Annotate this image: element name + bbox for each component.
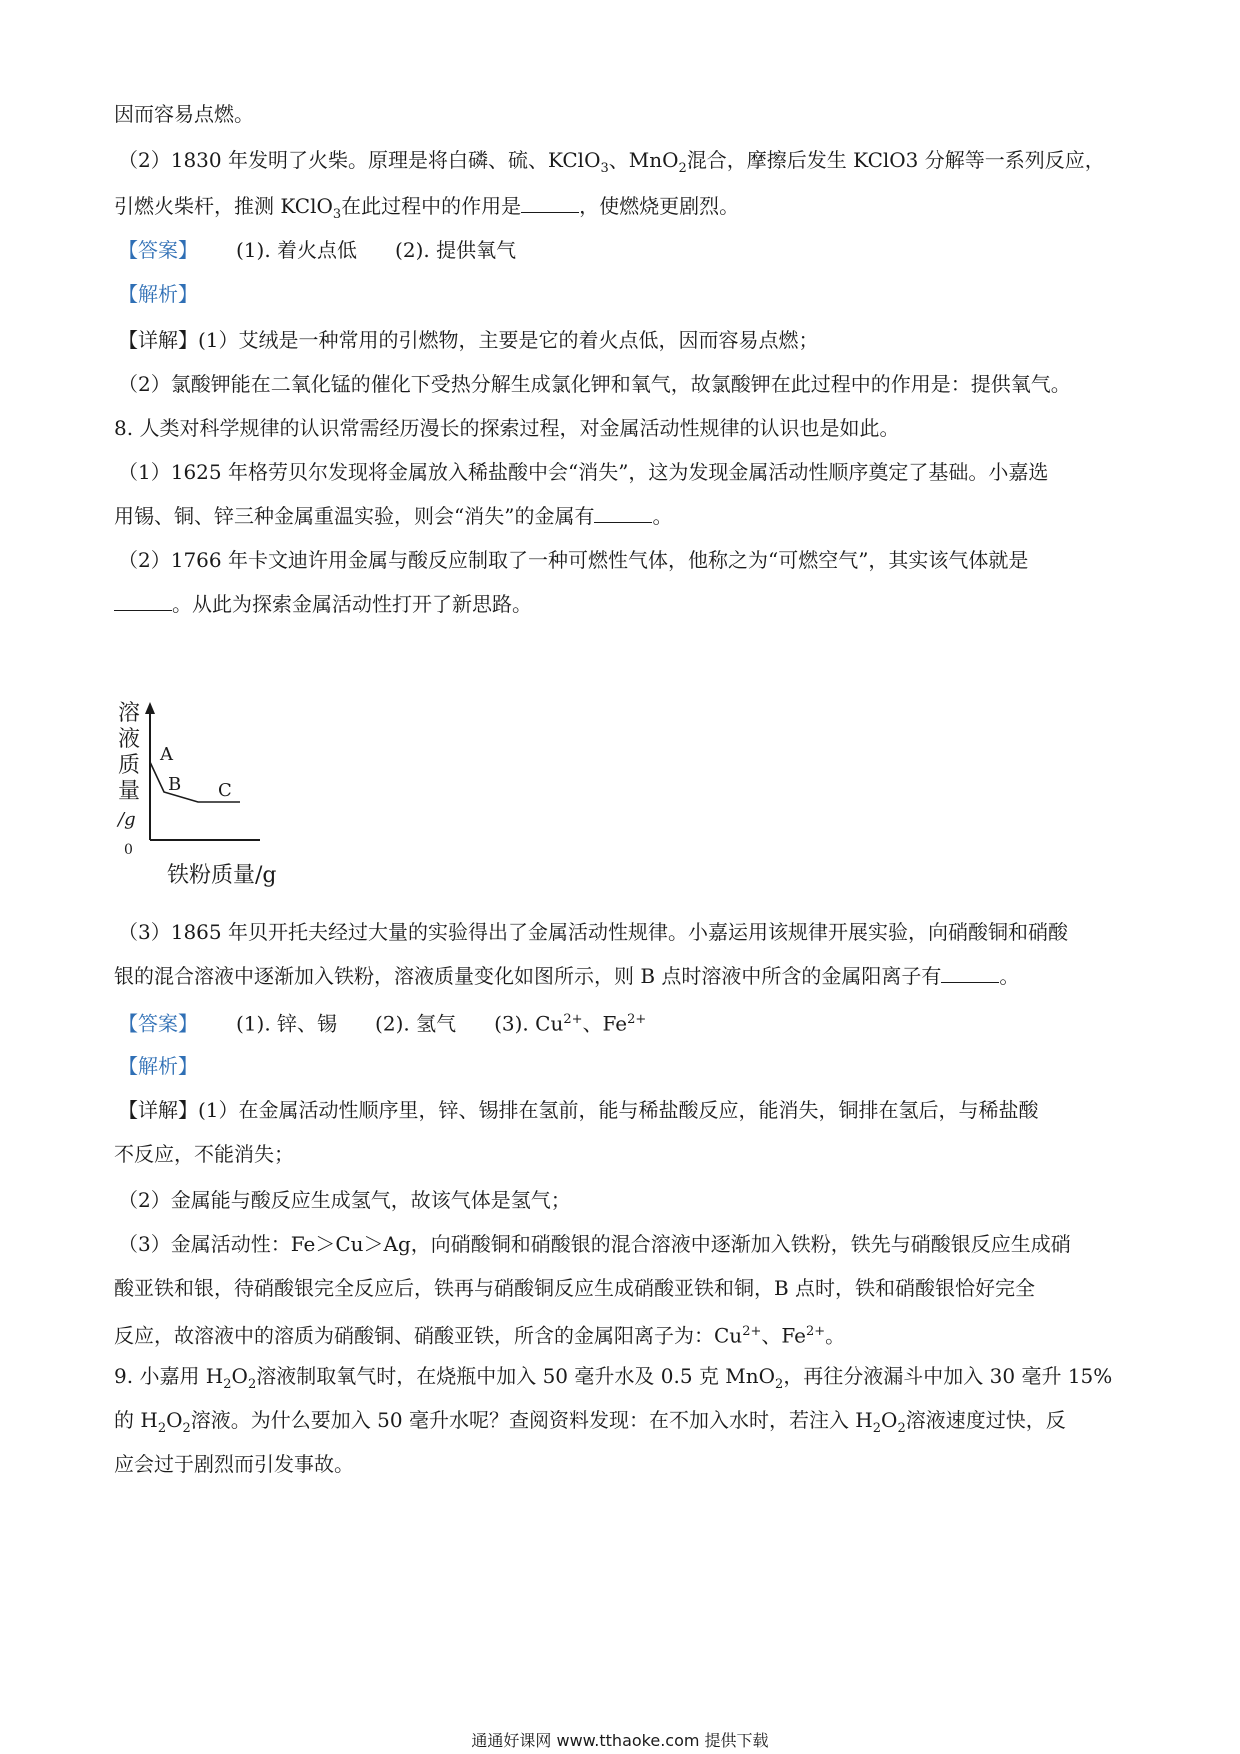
answer-blank [521, 194, 579, 213]
y-label-char: 液 [118, 727, 141, 752]
text-line: （3）金属活动性：Fe＞Cu＞Ag，向硝酸铜和硝酸银的混合溶液中逐渐加入铁粉，铁先与硝酸银反应生成硝 [118, 1232, 1071, 1256]
text-line: 用锡、铜、锌三种金属重温实验，则会“消失”的金属有 。 [114, 504, 673, 528]
detail-line: 【详解】(1）在金属活动性顺序里，锌、锡排在氢前，能与稀盐酸反应，能消失，铜排在氢后，与稀盐酸 [118, 1098, 1039, 1122]
answer-line: 【答案】 (1). 着火点低 (2). 提供氧气 [118, 238, 517, 262]
point-a-label: A [160, 744, 173, 765]
question-8-3: （3）1865 年贝开托夫经过大量的实验得出了金属活动性规律。小嘉运用该规律开展实验，向硝酸铜和硝酸 [118, 920, 1068, 944]
origin-label: 0 [124, 842, 133, 858]
question-8-1: （1）1625 年格劳贝尔发现将金属放入稀盐酸中会“消失”，这为发现金属活动性顺序奠定了基础。小嘉选 [118, 460, 1049, 484]
point-b-label: B [168, 774, 182, 795]
text-line: 的 $H_2O_2$溶液。为什么要加入 50 毫升水呢？查阅资料发现：在不加入水时，若注入 $H_2O_2$溶液速度过快，反 [114, 1408, 1066, 1436]
question-9: 9. 小嘉用 $H_2O_2$溶液制取氧气时，在烧瓶中加入 50 毫升水及 0.5 克 MnO$_2$，再往分液漏斗中加入 30 毫升 15% [114, 1364, 1113, 1392]
text-line: 不反应，不能消失； [114, 1142, 294, 1166]
y-label-char: 量 [118, 779, 141, 804]
text-line: 因而容易点燃。 [114, 102, 254, 126]
text-line: 酸亚铁和银，待硝酸银完全反应后，铁再与硝酸铜反应生成硝酸亚铁和铜，B 点时，铁和硝酸银恰好完全 [114, 1276, 1036, 1300]
text-line: 应会过于剧烈而引发事故。 [114, 1452, 354, 1476]
question-8: 8. 人类对科学规律的认识常需经历漫长的探索过程，对金属活动性规律的认识也是如此。 [114, 416, 900, 440]
answer-blank [941, 964, 999, 983]
text-line: 反应，故溶液中的溶质为硝酸铜、硝酸亚铁，所含的金属阳离子为：$Cu^{2+}$、$Fe^{2+}$。 [114, 1323, 846, 1348]
detail-line: 【详解】(1）艾绒是一种常用的引燃物，主要是它的着火点低，因而容易点燃； [118, 328, 819, 352]
page-footer: 通通好课网 www.tthaoke.com 提供下载 [471, 1731, 769, 1750]
answer-line: 【答案】 (1). 锌、锡 (2). 氢气 (3). $Cu^{2+}$、$Fe^{2+}$ [118, 1011, 647, 1036]
x-axis-label: 铁粉质量/g [167, 863, 277, 888]
text-line: （2）金属能与酸反应生成氢气，故该气体是氢气； [118, 1188, 571, 1212]
answer-blank [114, 592, 172, 611]
text-line: 引燃火柴杆，推测 KClO$_3$在此过程中的作用是 ，使燃烧更剧烈。 [114, 194, 740, 222]
mass-graph-figure [110, 700, 320, 900]
y-label-char: 溶 [118, 701, 141, 726]
analysis-label: 【解析】 [118, 282, 198, 306]
y-label-unit: /g [118, 809, 136, 830]
answer-label: 【答案】 [118, 1011, 198, 1036]
point-c-label: C [218, 780, 232, 801]
text-line: 。从此为探索金属活动性打开了新思路。 [114, 590, 532, 618]
analysis-label: 【解析】 [118, 1054, 198, 1078]
question-8-2: （2）1766 年卡文迪许用金属与酸反应制取了一种可燃性气体，他称之为“可燃空气”，其实该气体就是 [118, 548, 1029, 572]
text-line: （2）氯酸钾能在二氧化锰的催化下受热分解生成氯化钾和氧气，故氯酸钾在此过程中的作用是：提供氧气。 [118, 372, 1071, 396]
text-line: 银的混合溶液中逐渐加入铁粉，溶液质量变化如图所示，则 B 点时溶液中所含的金属阳离子有 。 [114, 964, 1020, 988]
answer-label: 【答案】 [118, 238, 198, 262]
answer-blank [594, 504, 652, 523]
question-7-2: （2）1830 年发明了火柴。原理是将白磷、硫、KClO$_3$、MnO$_2$混合，摩擦后发生 KClO3 分解等一系列反应， [118, 148, 1105, 176]
y-axis-arrow [145, 702, 155, 714]
y-label-char: 质 [118, 753, 141, 778]
